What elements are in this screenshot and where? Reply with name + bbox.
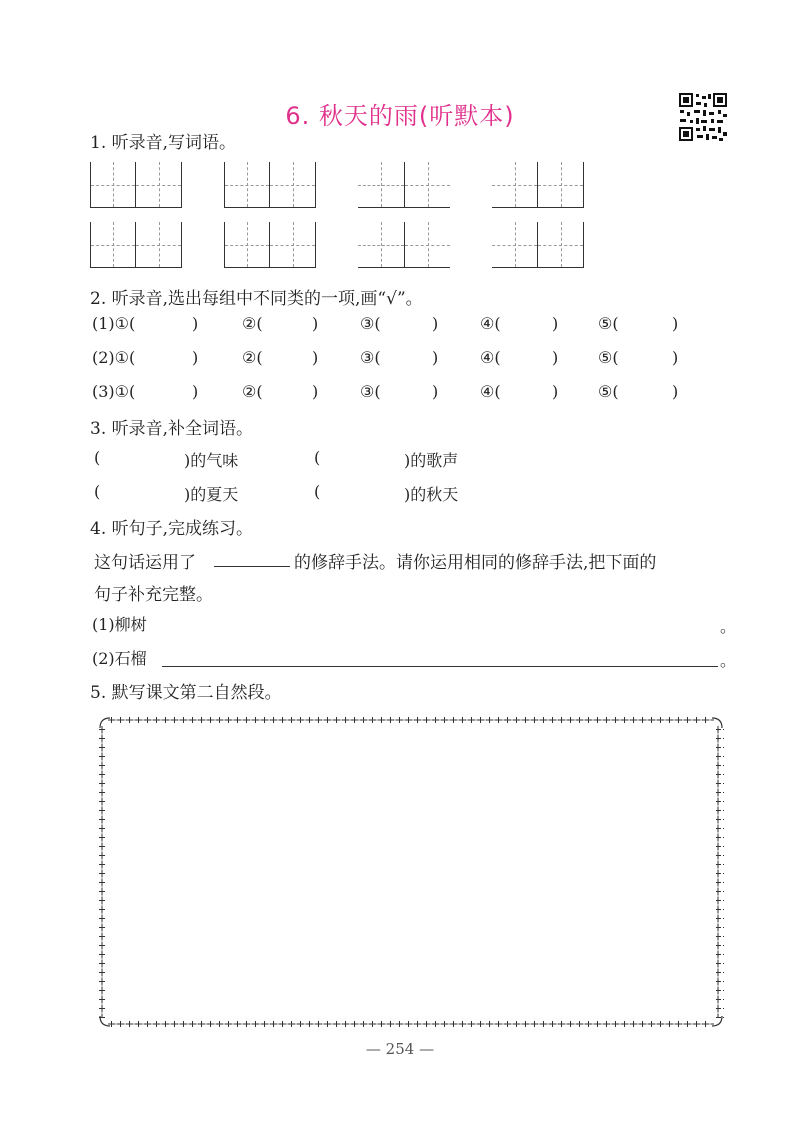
choice-4-open[interactable]: ④( [480,382,501,401]
blank-open[interactable]: ( [94,448,101,467]
choice-2-close: ) [312,314,319,333]
choice-5-close: ) [672,382,679,401]
choice-4-close: ) [552,314,559,333]
period: 。 [720,617,737,636]
blank-open[interactable]: ( [94,482,101,501]
period: 。 [720,651,737,670]
fill-phrase: )的夏天 [184,485,239,504]
choice-3-open[interactable]: ③( [360,382,381,401]
choice-1-close: ) [192,314,199,333]
choice-4-close: ) [552,348,559,367]
choice-5-close: ) [672,314,679,333]
choice-5-open[interactable]: ⑤( [598,348,619,367]
question-5-label: 5. 默写课文第二自然段。 [90,683,282,703]
choice-2-open[interactable]: ②( [242,314,263,333]
choice-5-close: ) [672,348,679,367]
page-title: 6. 秋天的雨(听默本) [285,102,515,130]
choice-2-close: ) [312,382,319,401]
choice-4-close: ) [552,382,559,401]
page-number: — 254 — [365,1040,435,1058]
choice-3-open[interactable]: ③( [360,348,381,367]
choice-2-open[interactable]: ②( [242,382,263,401]
choice-1-open[interactable]: (3)①( [92,382,136,401]
question-2-label: 2. 听录音,选出每组中不同类的一项,画“√”。 [90,289,423,309]
blank-open[interactable]: ( [314,448,321,467]
choice-3-close: ) [432,314,439,333]
choice-5-open[interactable]: ⑤( [598,314,619,333]
answer-line-2[interactable] [162,666,718,667]
question-1-label: 1. 听录音,写词语。 [90,133,237,153]
choice-1-close: ) [192,348,199,367]
choice-5-open[interactable]: ⑤( [598,382,619,401]
choice-3-close: ) [432,348,439,367]
fill-phrase: )的秋天 [404,485,459,504]
choice-1-open[interactable]: (2)①( [92,348,136,367]
choice-4-open[interactable]: ④( [480,348,501,367]
sub-question-2: (2)石榴 [92,649,147,668]
writing-box[interactable] [98,716,724,1028]
question-3-label: 3. 听录音,补全词语。 [90,419,254,439]
rhetoric-blank[interactable] [214,566,290,567]
sentence-text: 这句话运用了 [94,553,196,573]
choice-4-open[interactable]: ④( [480,314,501,333]
choice-3-open[interactable]: ③( [360,314,381,333]
choice-3-close: ) [432,382,439,401]
choice-2-open[interactable]: ②( [242,348,263,367]
sub-question-1: (1)柳树 [92,615,147,634]
fill-phrase: )的歌声 [404,451,459,470]
choice-1-open[interactable]: (1)①( [92,314,136,333]
qr-code-icon [678,92,728,142]
choice-1-close: ) [192,382,199,401]
sentence-text: 句子补充完整。 [94,585,213,605]
blank-open[interactable]: ( [314,482,321,501]
sentence-text: 的修辞手法。请你运用相同的修辞手法,把下面的 [294,553,657,573]
choice-2-close: ) [312,348,319,367]
question-4-label: 4. 听句子,完成练习。 [90,519,254,539]
fill-phrase: )的气味 [184,451,239,470]
